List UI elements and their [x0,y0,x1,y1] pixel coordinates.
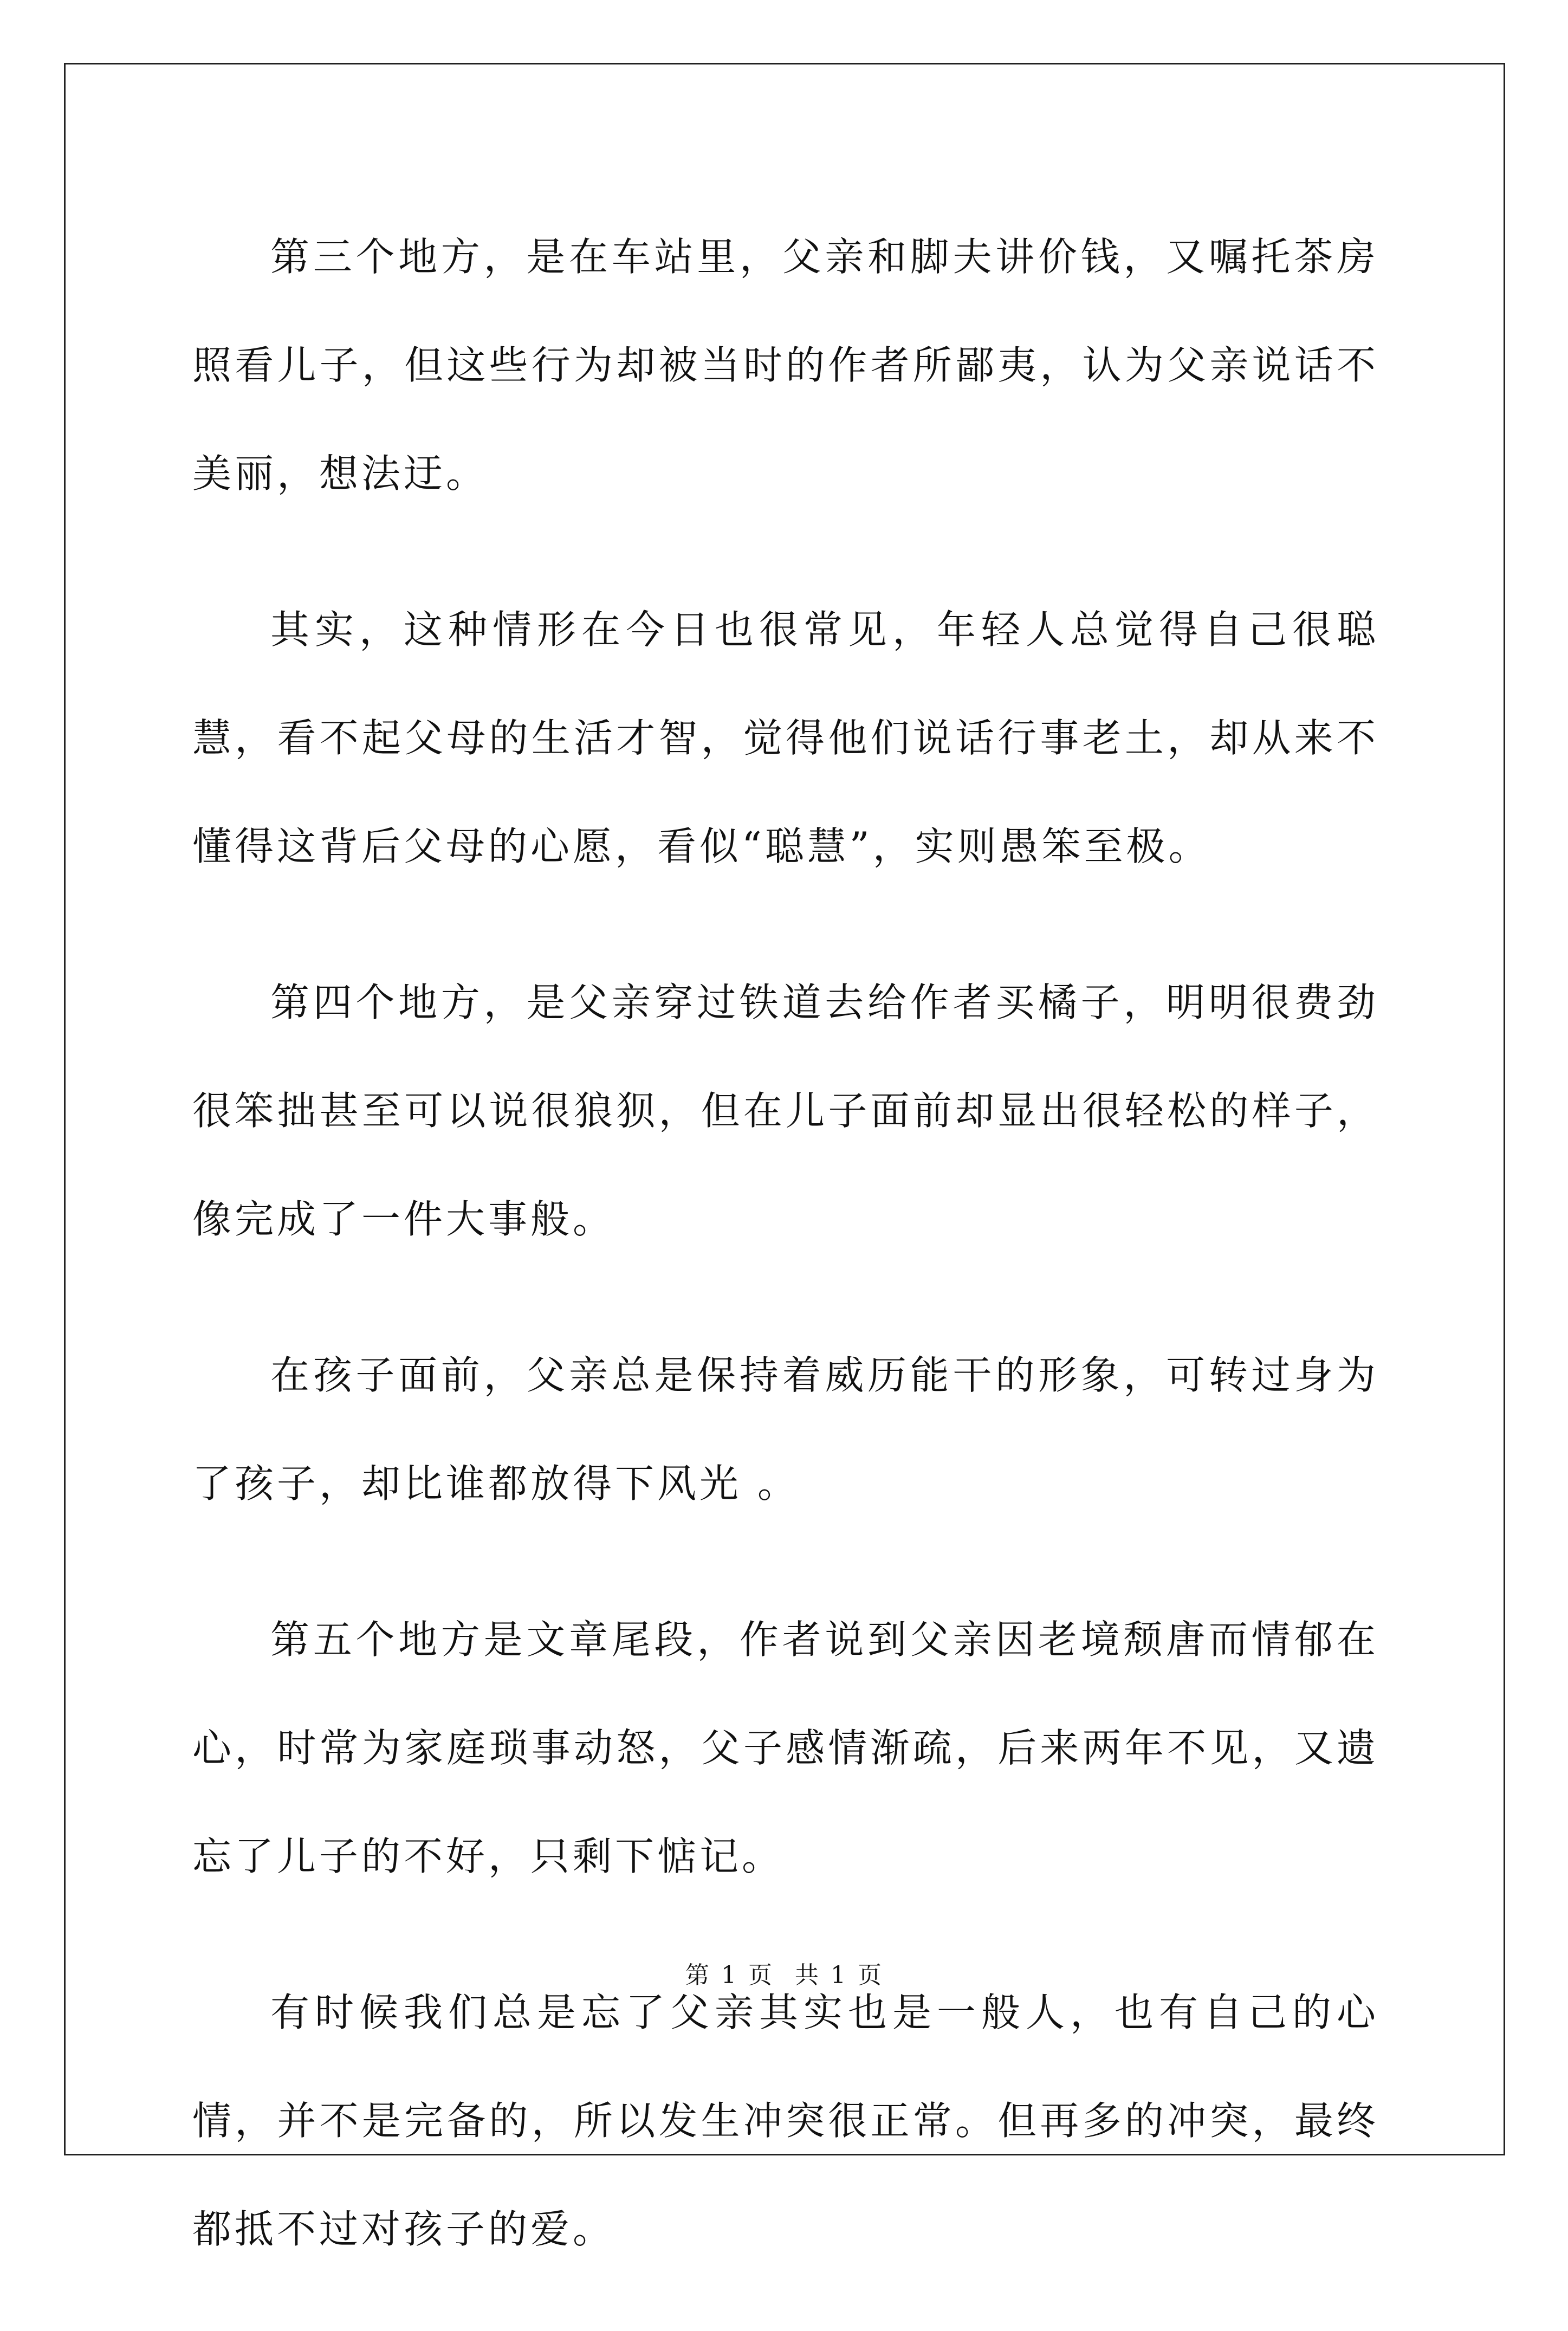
paragraph: 其实，这种情形在今日也很常见，年轻人总觉得自己很聪慧，看不起父母的生活才智，觉得他们说话行事老土，却从来不懂得这背后父母的心愿，看似“聪慧”，实则愚笨至极。 [192,607,1379,869]
paragraph: 第三个地方，是在车站里，父亲和脚夫讲价钱，又嘱托茶房照看儿子，但这些行为却被当时的作者所鄙夷，认为父亲说话不美丽，想法迂。 [192,234,1379,496]
page-number: 第 1 页 [685,1961,773,1989]
paragraph: 第四个地方，是父亲穿过铁道去给作者买橘子，明明很费劲很笨拙甚至可以说很狼狈，但在儿子面前却显出很轻松的样子，像完成了一件大事般。 [192,980,1379,1242]
paragraph: 第五个地方是文章尾段，作者说到父亲因老境颓唐而情郁在心，时常为家庭琐事动怒，父子感情渐疏，后来两年不见，又遗忘了儿子的不好，只剩下惦记。 [192,1617,1379,1879]
paragraph: 有时候我们总是忘了父亲其实也是一般人，也有自己的心情，并不是完备的，所以发生冲突很正常。但再多的冲突，最终都抵不过对孩子的爱。 [192,1990,1379,2252]
paragraph: 在孩子面前，父亲总是保持着威历能干的形象，可转过身为了孩子，却比谁都放得下风光 。 [192,1352,1379,1506]
page-total: 共 1 页 [795,1961,883,1989]
page-footer [0,1960,1568,1991]
document-body [192,203,1379,2331]
